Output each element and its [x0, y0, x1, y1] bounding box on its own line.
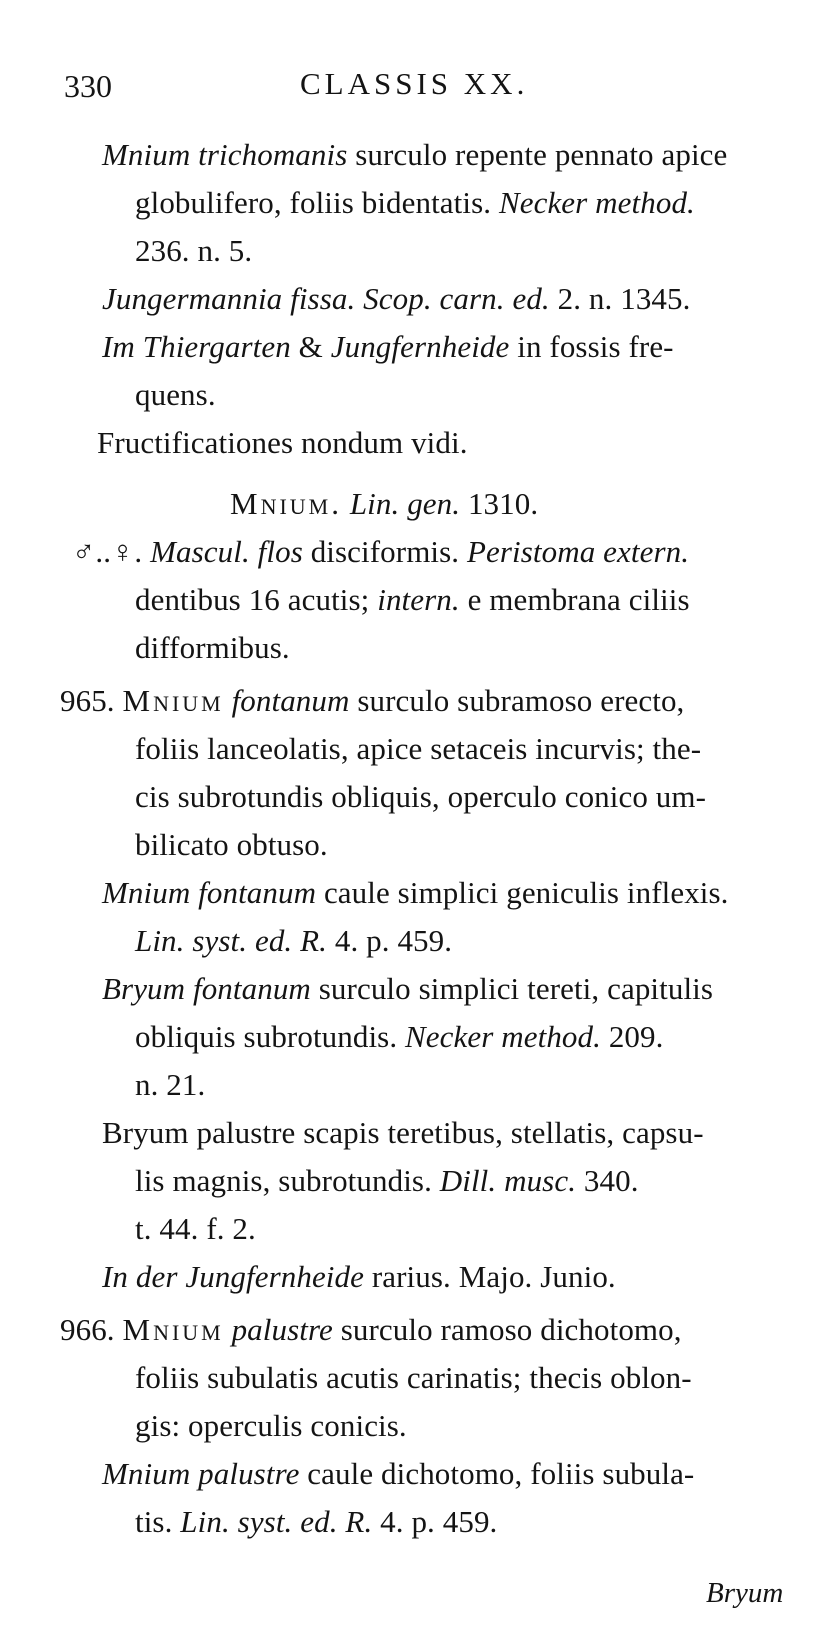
citation-number: 4. p. 459.	[327, 923, 453, 958]
text-line	[135, 1209, 256, 1249]
text-line	[72, 532, 689, 572]
text-line	[135, 628, 290, 668]
text-line	[135, 1161, 639, 1201]
description-text: surculo simplici tereti, capitulis	[310, 971, 714, 1006]
text-line	[135, 375, 216, 415]
description-text: rarius. Majo. Junio.	[363, 1259, 616, 1294]
citation-number: 209.	[600, 1019, 664, 1054]
genus-name: Mnium	[122, 683, 224, 718]
description-text: foliis lanceolatis, apice setaceis incurvis; the-	[135, 731, 702, 766]
species-name: Mnium trichomanis	[102, 137, 348, 172]
catchword: Bryum	[706, 1577, 784, 1609]
citation-number: 340.	[576, 1163, 639, 1198]
text-line	[97, 423, 468, 463]
citation-number: 2. n. 1345.	[549, 281, 691, 316]
running-title: CLASSIS XX.	[300, 66, 529, 101]
description-text: globulifero, foliis bidentatis.	[135, 185, 499, 220]
text-line	[135, 777, 706, 817]
text-line	[102, 135, 727, 175]
text-line	[102, 327, 674, 367]
description-text: surculo ramoso dichotomo,	[332, 1312, 682, 1347]
citation-text: Necker method.	[405, 1019, 601, 1054]
term-text: Peristoma extern.	[467, 534, 690, 569]
citation-number: 1310.	[460, 486, 539, 521]
species-number: 965.	[60, 683, 123, 718]
genus-name: Mnium	[122, 1312, 224, 1347]
text-line	[135, 1502, 497, 1542]
description-text: Fructificationes nondum vidi.	[97, 425, 468, 460]
species-name: Mnium fontanum	[102, 875, 317, 910]
text-line	[135, 231, 252, 271]
description-text: foliis subulatis acutis carinatis; thecis oblon-	[135, 1360, 692, 1395]
citation-text: Dill. musc.	[439, 1163, 577, 1198]
text-line	[102, 969, 713, 1009]
description-text: in fossis fre-	[509, 329, 674, 364]
description-text: Bryum palustre scapis teretibus, stellatis, capsu-	[102, 1115, 704, 1150]
citation-text: Lin. gen.	[341, 486, 461, 521]
description-text: gis: operculis conicis.	[135, 1408, 407, 1443]
term-text: Mascul. flos	[150, 534, 303, 569]
text-line	[135, 1017, 663, 1057]
description-text: obliquis subrotundis.	[135, 1019, 406, 1054]
description-text: caule dichotomo, foliis subula-	[299, 1456, 695, 1491]
connector-text: &	[290, 329, 331, 364]
description-text: surculo subramoso erecto,	[349, 683, 685, 718]
citation-number: t. 44. f. 2.	[135, 1211, 256, 1246]
text-line	[135, 1358, 692, 1398]
species-name: Bryum fontanum	[102, 971, 311, 1006]
description-text: bilicato obtuso.	[135, 827, 328, 862]
citation-text: Lin. syst. ed. R.	[180, 1504, 373, 1539]
page-number: 330	[64, 68, 112, 104]
text-line	[135, 921, 452, 961]
citation-number: 4. p. 459.	[372, 1504, 498, 1539]
description-text: disciformis.	[302, 534, 467, 569]
species-name: fontanum	[223, 683, 350, 718]
text-line	[135, 183, 695, 223]
text-line	[135, 1065, 205, 1105]
location-name: Jungfernheide	[330, 329, 510, 364]
description-text: surculo repente pennato apice	[347, 137, 728, 172]
text-line	[60, 681, 684, 721]
citation-number: n. 21.	[135, 1067, 206, 1102]
species-name: Mnium palustre	[102, 1456, 300, 1491]
citation-number: 236. n. 5.	[135, 233, 253, 268]
text-line	[135, 580, 690, 620]
species-name: palustre	[223, 1312, 333, 1347]
description-text: e membrana ciliis	[459, 582, 690, 617]
text-line	[135, 729, 701, 769]
text-line	[102, 279, 690, 319]
text-line	[102, 1257, 616, 1297]
genus-heading	[230, 484, 538, 524]
description-text: quens.	[135, 377, 216, 412]
description-text: difformibus.	[135, 630, 290, 665]
species-number: 966.	[60, 1312, 123, 1347]
text-line	[102, 1113, 704, 1153]
description-text: caule simplici geniculis inflexis.	[316, 875, 729, 910]
genus-name: Mnium.	[230, 486, 342, 521]
text-line	[102, 873, 729, 913]
text-line	[60, 1310, 682, 1350]
description-text: cis subrotundis obliquis, operculo conico um-	[135, 779, 707, 814]
citation-text: Lin. syst. ed. R.	[135, 923, 327, 958]
citation-text: Necker method.	[498, 185, 695, 220]
citation-text: Jungermannia fissa. Scop. carn. ed.	[102, 281, 550, 316]
location-name: Im Thiergarten	[102, 329, 291, 364]
term-text: intern.	[377, 582, 460, 617]
location-name: In der Jungfernheide	[102, 1259, 364, 1294]
description-text: tis.	[135, 1504, 181, 1539]
text-line	[102, 1454, 694, 1494]
text-line	[135, 1406, 407, 1446]
sex-symbols: ♂..♀.	[72, 534, 151, 569]
description-text: dentibus 16 acutis;	[135, 582, 378, 617]
text-line	[135, 825, 328, 865]
description-text: lis magnis, subrotundis.	[135, 1163, 440, 1198]
